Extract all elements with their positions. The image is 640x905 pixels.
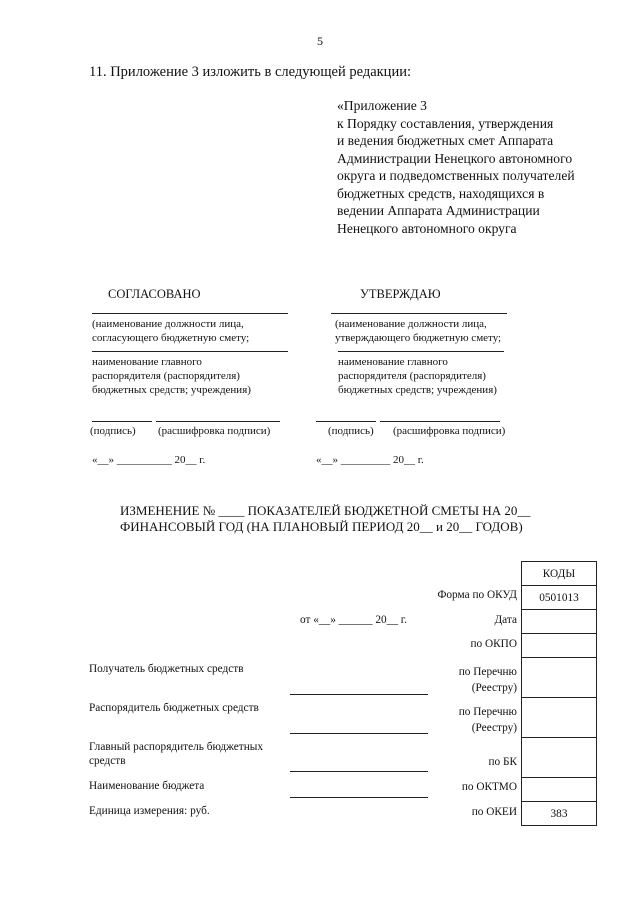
page-number: 5 — [317, 34, 323, 48]
approved-position-caption: (наименование должности лица, утверждающего бюджетную смету; — [335, 318, 502, 344]
appendix-line: Администрации Ненецкого автономного — [337, 150, 573, 166]
approved-decode-line[interactable] — [380, 421, 500, 422]
budget-name-label: Наименование бюджета — [89, 780, 205, 792]
recipient-label: Получатель бюджетных средств — [89, 663, 244, 675]
agreed-decode-caption: (расшифровка подписи) — [158, 425, 271, 437]
approved-signature-caption: (подпись) — [328, 425, 374, 437]
agreed-org-caption: наименование главного распорядителя (распорядителя) бюджетных средств; учреждения) — [92, 356, 251, 396]
appendix-line: и ведения бюджетных смет Аппарата — [337, 133, 554, 148]
codes-header: КОДЫ — [522, 562, 597, 586]
list2-code-cell[interactable] — [522, 698, 597, 738]
agreed-date: «__» __________ 20__ г. — [92, 454, 206, 466]
unit-label: Единица измерения: руб. — [89, 805, 210, 817]
agreed-position-caption: (наименование должности лица, согласующего бюджетную смету; — [92, 318, 250, 344]
appendix-line: к Порядку составления, утверждения — [337, 115, 554, 131]
appendix-line: ведении Аппарата Администрации — [337, 203, 540, 218]
budget-name-line[interactable] — [290, 797, 428, 798]
oktmo-label: по ОКТМО — [461, 781, 517, 793]
appendix-reference — [337, 97, 575, 237]
document-title: ИЗМЕНЕНИЕ № ____ ПОКАЗАТЕЛЕЙ БЮДЖЕТНОЙ СМЕТЫ НА 20__ ФИНАНСОВЫЙ ГОД (НА ПЛАНОВЫЙ ПЕРИОД 20__ и 20__ ГОДОВ) — [120, 503, 531, 534]
okpo-label: по ОКПО — [470, 638, 517, 650]
date-label: Дата — [494, 614, 517, 626]
okei-code-cell[interactable]: 383 — [522, 802, 597, 826]
bk-label: по БК — [488, 756, 517, 768]
manager-label: Распорядитель бюджетных средств — [89, 702, 259, 714]
manager-line[interactable] — [290, 733, 428, 734]
agreed-signature-caption: (подпись) — [90, 425, 136, 437]
agreed-decode-line[interactable] — [156, 421, 280, 422]
agreed-org-line[interactable] — [92, 351, 288, 352]
approved-position-line[interactable] — [331, 313, 507, 314]
agreed-header: СОГЛАСОВАНО — [108, 287, 201, 301]
agreed-signature-line[interactable] — [92, 421, 152, 422]
okud-label: Форма по ОКУД — [437, 589, 517, 601]
okei-label: по ОКЕИ — [471, 806, 517, 818]
recipient-line[interactable] — [290, 694, 428, 695]
appendix-line: округа и подведомственных получателей — [337, 168, 575, 183]
agreed-position-line[interactable] — [92, 313, 288, 314]
chief-manager-label: Главный распорядитель бюджетных средств — [89, 741, 263, 767]
okud-code-cell[interactable]: 0501013 — [522, 586, 597, 610]
codes-table — [521, 561, 597, 826]
date-code-cell[interactable] — [522, 610, 597, 634]
appendix-line: Ненецкого автономного округа — [337, 220, 517, 236]
list2-label: по Перечню (Реестру) — [458, 706, 517, 734]
approved-decode-caption: (расшифровка подписи) — [393, 425, 506, 437]
appendix-line: «Приложение 3 — [337, 98, 427, 113]
list1-code-cell[interactable] — [522, 658, 597, 698]
bk-code-cell[interactable] — [522, 738, 597, 778]
okpo-code-cell[interactable] — [522, 634, 597, 658]
oktmo-code-cell[interactable] — [522, 778, 597, 802]
list1-label: по Перечню (Реестру) — [458, 666, 517, 694]
approved-signature-line[interactable] — [316, 421, 376, 422]
approved-org-caption: наименование главного распорядителя (распорядителя) бюджетных средств; учреждения) — [338, 356, 497, 396]
appendix-line: бюджетных средств, находящихся в — [337, 185, 545, 201]
date-from: от «__» ______ 20__ г. — [300, 614, 407, 626]
chief-manager-line[interactable] — [290, 771, 428, 772]
approved-date: «__» _________ 20__ г. — [316, 454, 424, 466]
approved-header: УТВЕРЖДАЮ — [360, 287, 441, 301]
amendment-item-text: 11. Приложение 3 изложить в следующей редакции: — [89, 64, 411, 80]
approved-org-line[interactable] — [338, 351, 504, 352]
